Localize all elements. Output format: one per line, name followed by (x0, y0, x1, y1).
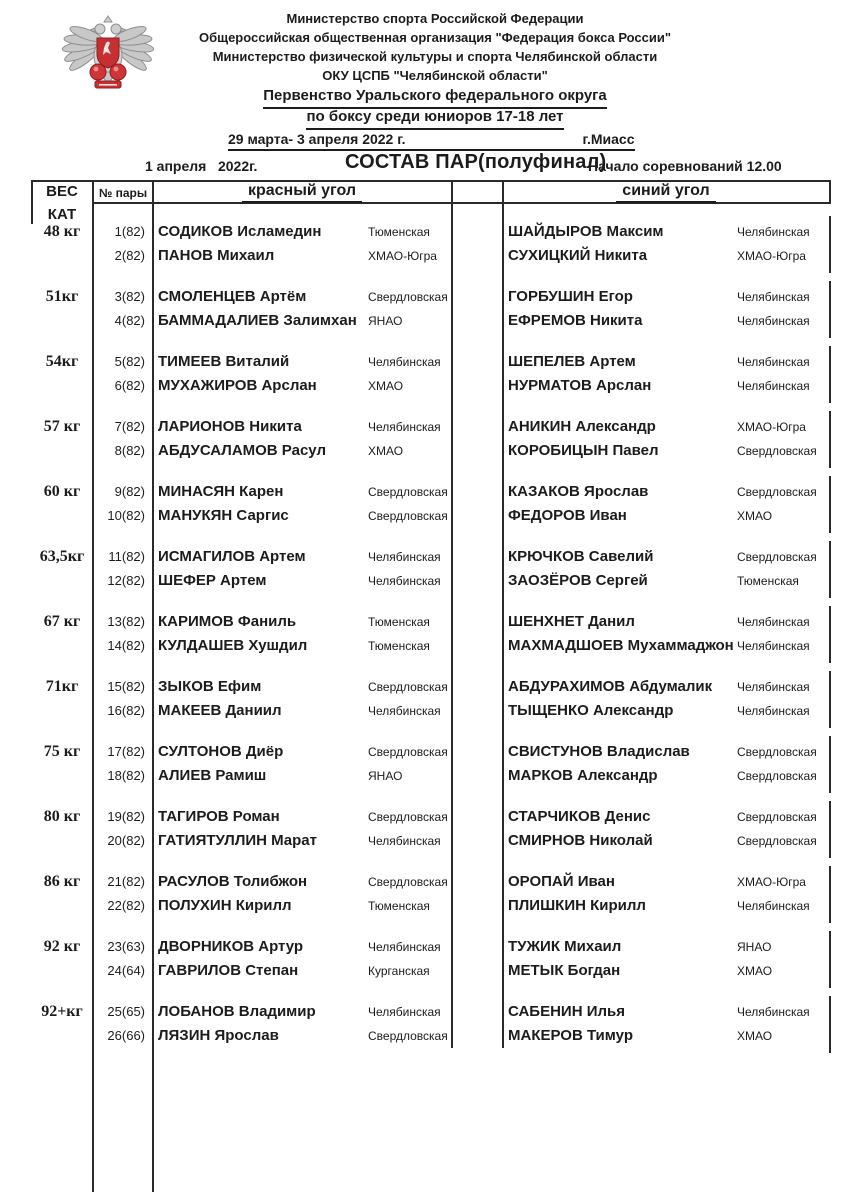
pair-number: 15(82) (107, 679, 145, 694)
red-corner-region: Тюменская (368, 225, 430, 239)
blue-corner-region: Челябинская (737, 704, 810, 718)
blue-corner-region: Челябинская (737, 314, 810, 328)
pair-number: 11(82) (108, 549, 145, 564)
blue-corner-region: Челябинская (737, 615, 810, 629)
org-line-3: Министерство физической культуры и спорта Челябинской области (212, 49, 658, 64)
red-corner-region: Свердловская (368, 745, 448, 759)
blue-corner-region: Челябинская (737, 379, 810, 393)
blue-corner-name: СВИСТУНОВ Владислав (508, 743, 690, 760)
red-corner-region: ХМАО (368, 444, 404, 458)
red-corner-name: ИСМАГИЛОВ Артем (158, 548, 306, 565)
weight-category-label: 92 кг (43, 938, 81, 955)
red-corner-name: ДВОРНИКОВ Артур (158, 938, 304, 955)
blue-corner-name: ЕФРЕМОВ Никита (508, 312, 643, 329)
red-corner-region: Свердловская (368, 290, 448, 304)
red-corner-region: ХМАО (368, 379, 404, 393)
weight-block (0, 528, 848, 593)
pair-number: 19(82) (107, 809, 145, 824)
weight-category-label: 67 кг (43, 613, 81, 630)
blue-corner-region: Челябинская (737, 225, 810, 239)
blue-corner-region: ХМАО (737, 1029, 773, 1043)
red-corner-name: БАММАДАЛИЕВ Залимхан (158, 312, 357, 329)
red-corner-name: АЛИЕВ Рамиш (158, 767, 267, 784)
red-corner-region: Тюменская (368, 639, 430, 653)
blue-corner-region: ХМАО (737, 964, 773, 978)
blue-corner-region: Челябинская (737, 899, 810, 913)
blue-corner-name: САБЕНИН Илья (508, 1003, 625, 1020)
red-corner-name: ЛОБАНОВ Владимир (158, 1003, 316, 1020)
blue-corner-name: МАРКОВ Александр (508, 767, 658, 784)
blue-corner-region: Челябинская (737, 639, 810, 653)
pair-number: 23(63) (107, 939, 145, 954)
red-corner-region: Тюменская (368, 615, 430, 629)
pair-row (0, 480, 848, 504)
pair-row (0, 1024, 848, 1048)
red-corner-name: СМОЛЕНЦЕВ Артём (158, 288, 307, 305)
blue-corner-name: ЗАОЗЁРОВ Сергей (508, 572, 648, 589)
pair-number: 4(82) (114, 313, 145, 328)
weight-block (0, 203, 848, 268)
session-date: 1 апреля 2022г. (145, 158, 258, 174)
org-line-1: Министерство спорта Российской Федерации (286, 11, 584, 26)
pair-number: 20(82) (107, 833, 145, 848)
start-time: Начало соревнований 12.00 (588, 158, 782, 174)
weight-block (0, 333, 848, 398)
pair-number: 3(82) (114, 289, 145, 304)
pair-row (0, 764, 848, 788)
org-line-4: ОКУ ЦСПБ "Челябинской области" (322, 68, 548, 83)
red-corner-header: красный угол (153, 182, 451, 203)
pair-row (0, 894, 848, 918)
blue-corner-name: ГОРБУШИН Егор (508, 288, 633, 305)
pair-number: 6(82) (114, 378, 145, 393)
red-corner-region: Челябинская (368, 834, 441, 848)
blue-corner-name: МАХМАДШОЕВ Мухаммаджон (508, 637, 734, 654)
blue-corner-region: Челябинская (737, 290, 810, 304)
red-corner-region: ЯНАО (368, 769, 403, 783)
red-corner-name: РАСУЛОВ Толибжон (158, 873, 308, 890)
blue-corner-header: синий угол (502, 182, 830, 203)
pair-number: 26(66) (107, 1028, 145, 1043)
blue-corner-region: Свердловская (737, 745, 817, 759)
blue-corner-region: ХМАО (737, 509, 773, 523)
blue-corner-name: ШЕНХНЕТ Данил (508, 613, 635, 630)
blue-corner-region: ХМАО-Югра (737, 249, 806, 263)
weight-block (0, 983, 848, 1048)
pair-row (0, 870, 848, 894)
pair-row (0, 959, 848, 983)
blue-corner-name: МЕТЫК Богдан (508, 962, 621, 979)
pair-number: 12(82) (107, 573, 145, 588)
blue-corner-region: Свердловская (737, 769, 817, 783)
weight-category-label: 92+кг (41, 1003, 83, 1020)
pair-row (0, 1000, 848, 1024)
red-corner-region: Тюменская (368, 899, 430, 913)
weight-category-label: 57 кг (43, 418, 81, 435)
weight-category-label: 75 кг (43, 743, 81, 760)
red-corner-name: МАКЕЕВ Даниил (158, 702, 282, 719)
pair-number: 9(82) (114, 484, 145, 499)
pair-number: 22(82) (107, 898, 145, 913)
pair-row (0, 805, 848, 829)
pair-row (0, 350, 848, 374)
red-corner-region: ХМАО-Югра (368, 249, 437, 263)
weight-category-label: 80 кг (43, 808, 81, 825)
pair-number: 8(82) (114, 443, 145, 458)
pair-row (0, 439, 848, 463)
weight-block (0, 593, 848, 658)
blue-corner-region: Свердловская (737, 810, 817, 824)
pair-row (0, 374, 848, 398)
event-title-line-1: Первенство Уральского федерального округа (95, 86, 775, 109)
weight-category-label: 63,5кг (39, 548, 85, 565)
weight-block (0, 918, 848, 983)
red-corner-name: МАНУКЯН Саргис (158, 507, 289, 524)
weight-header-line2: КАТ (47, 206, 77, 223)
pair-row (0, 244, 848, 268)
pair-number: 16(82) (107, 703, 145, 718)
org-line-2: Общероссийская общественная организация "Федерация бокса России" (198, 30, 672, 45)
red-corner-name: СОДИКОВ Исламедин (158, 223, 322, 240)
pair-number: 13(82) (107, 614, 145, 629)
red-corner-region: Свердловская (368, 680, 448, 694)
red-corner-region: Челябинская (368, 704, 441, 718)
blue-corner-name: ТЫЩЕНКО Александр (508, 702, 674, 719)
pair-row (0, 610, 848, 634)
blue-corner-region: Свердловская (737, 550, 817, 564)
red-corner-name: ПОЛУХИН Кирилл (158, 897, 292, 914)
pair-number: 24(64) (107, 963, 145, 978)
red-corner-name: ЛАРИОНОВ Никита (158, 418, 302, 435)
red-corner-name: МУХАЖИРОВ Арслан (158, 377, 317, 394)
blue-corner-name: СМИРНОВ Николай (508, 832, 653, 849)
pair-number: 21(82) (107, 874, 145, 889)
red-corner-name: АБДУСАЛАМОВ Расул (158, 442, 326, 459)
weight-category-label: 60 кг (43, 483, 81, 500)
blue-corner-name: ПЛИШКИН Кирилл (508, 897, 646, 914)
red-corner-region: Свердловская (368, 509, 448, 523)
red-corner-name: ЗЫКОВ Ефим (158, 678, 262, 695)
red-corner-name: ТАГИРОВ Роман (158, 808, 280, 825)
red-corner-name: ТИМЕЕВ Виталий (158, 353, 290, 370)
red-corner-region: ЯНАО (368, 314, 403, 328)
pair-row (0, 634, 848, 658)
red-corner-region: Свердловская (368, 810, 448, 824)
blue-corner-name: КОРОБИЦЫН Павел (508, 442, 659, 459)
pair-number: 10(82) (107, 508, 145, 523)
pair-row (0, 415, 848, 439)
weight-category-label: 51кг (45, 288, 79, 305)
blue-corner-name: АБДУРАХИМОВ Абдумалик (508, 678, 713, 695)
pair-number: 7(82) (114, 419, 145, 434)
pair-number: 2(82) (114, 248, 145, 263)
pair-number: 1(82) (114, 224, 145, 239)
blue-corner-region: ХМАО-Югра (737, 875, 806, 889)
blue-corner-name: ФЕДОРОВ Иван (508, 507, 627, 524)
blue-corner-name: СТАРЧИКОВ Денис (508, 808, 651, 825)
red-corner-region: Челябинская (368, 550, 441, 564)
weight-block (0, 853, 848, 918)
blue-corner-name: КРЮЧКОВ Савелий (508, 548, 654, 565)
date-range: 29 марта- 3 апреля 2022 г. (228, 131, 406, 147)
pair-row (0, 699, 848, 723)
weight-block (0, 788, 848, 853)
red-corner-name: ЛЯЗИН Ярослав (158, 1027, 279, 1044)
blue-corner-name: КАЗАКОВ Ярослав (508, 483, 649, 500)
red-corner-region: Свердловская (368, 875, 448, 889)
weight-category-label: 48 кг (43, 223, 81, 240)
pair-row (0, 675, 848, 699)
pair-row (0, 220, 848, 244)
pair-row (0, 285, 848, 309)
pair-number: 14(82) (107, 638, 145, 653)
red-corner-name: КУЛДАШЕВ Хушдил (158, 637, 308, 654)
blue-corner-region: ХМАО-Югра (737, 420, 806, 434)
blue-corner-name: СУХИЦКИЙ Никита (508, 247, 648, 264)
red-corner-name: ГАТИЯТУЛЛИН Марат (158, 832, 317, 849)
weight-block (0, 463, 848, 528)
blue-corner-name: ТУЖИК Михаил (508, 938, 622, 955)
pair-row (0, 935, 848, 959)
red-corner-region: Свердловская (368, 1029, 448, 1043)
weight-block (0, 398, 848, 463)
red-corner-name: ШЕФЕР Артем (158, 572, 267, 589)
weight-block (0, 723, 848, 788)
red-corner-region: Челябинская (368, 1005, 441, 1019)
red-corner-name: ГАВРИЛОВ Степан (158, 962, 299, 979)
date-place-gap (406, 131, 583, 147)
red-corner-region: Челябинская (368, 940, 441, 954)
red-corner-region: Челябинская (368, 355, 441, 369)
event-title-line-2: по боксу среди юниоров 17-18 лет (95, 107, 775, 130)
red-corner-name: КАРИМОВ Фаниль (158, 613, 297, 630)
blue-corner-region: Челябинская (737, 1005, 810, 1019)
blue-corner-region: Тюменская (737, 574, 799, 588)
pair-number-header: № пары (98, 186, 148, 200)
weight-category-label: 86 кг (43, 873, 81, 890)
blue-corner-region: ЯНАО (737, 940, 772, 954)
pair-number: 5(82) (114, 354, 145, 369)
weight-block (0, 268, 848, 333)
blue-corner-region: Свердловская (737, 444, 817, 458)
red-corner-region: Челябинская (368, 574, 441, 588)
weight-category-label: 71кг (45, 678, 79, 695)
pair-row (0, 309, 848, 333)
pair-number: 25(65) (107, 1004, 145, 1019)
blue-corner-name: НУРМАТОВ Арслан (508, 377, 652, 394)
blue-corner-name: МАКЕРОВ Тимур (508, 1027, 633, 1044)
pair-row (0, 569, 848, 593)
blue-corner-region: Свердловская (737, 485, 817, 499)
pair-number: 17(82) (107, 744, 145, 759)
table-body (0, 203, 848, 1048)
blue-corner-region: Свердловская (737, 834, 817, 848)
red-corner-region: Челябинская (368, 420, 441, 434)
pair-row (0, 829, 848, 853)
pair-row (0, 740, 848, 764)
document-title: СОСТАВ ПАР(полуфинал) (345, 151, 607, 173)
red-corner-name: ПАНОВ Михаил (158, 247, 275, 264)
red-corner-region: Свердловская (368, 485, 448, 499)
blue-corner-name: ШАЙДЫРОВ Максим (508, 223, 664, 240)
city: г.Миасс (582, 131, 635, 147)
red-corner-region: Курганская (368, 964, 430, 978)
weight-header-line1: ВЕС (46, 183, 78, 200)
blue-corner-name: ШЕПЕЛЕВ Артем (508, 353, 636, 370)
red-corner-name: СУЛТОНОВ Диёр (158, 743, 284, 760)
weight-category-label: 54кг (45, 353, 79, 370)
blue-corner-name: АНИКИН Александр (508, 418, 656, 435)
red-corner-name: МИНАСЯН Карен (158, 483, 284, 500)
pair-row (0, 545, 848, 569)
pair-number: 18(82) (107, 768, 145, 783)
blue-corner-name: ОРОПАЙ Иван (508, 873, 615, 890)
blue-corner-region: Челябинская (737, 355, 810, 369)
date-place-line (228, 131, 635, 151)
pair-row (0, 504, 848, 528)
weight-block (0, 658, 848, 723)
blue-corner-region: Челябинская (737, 680, 810, 694)
